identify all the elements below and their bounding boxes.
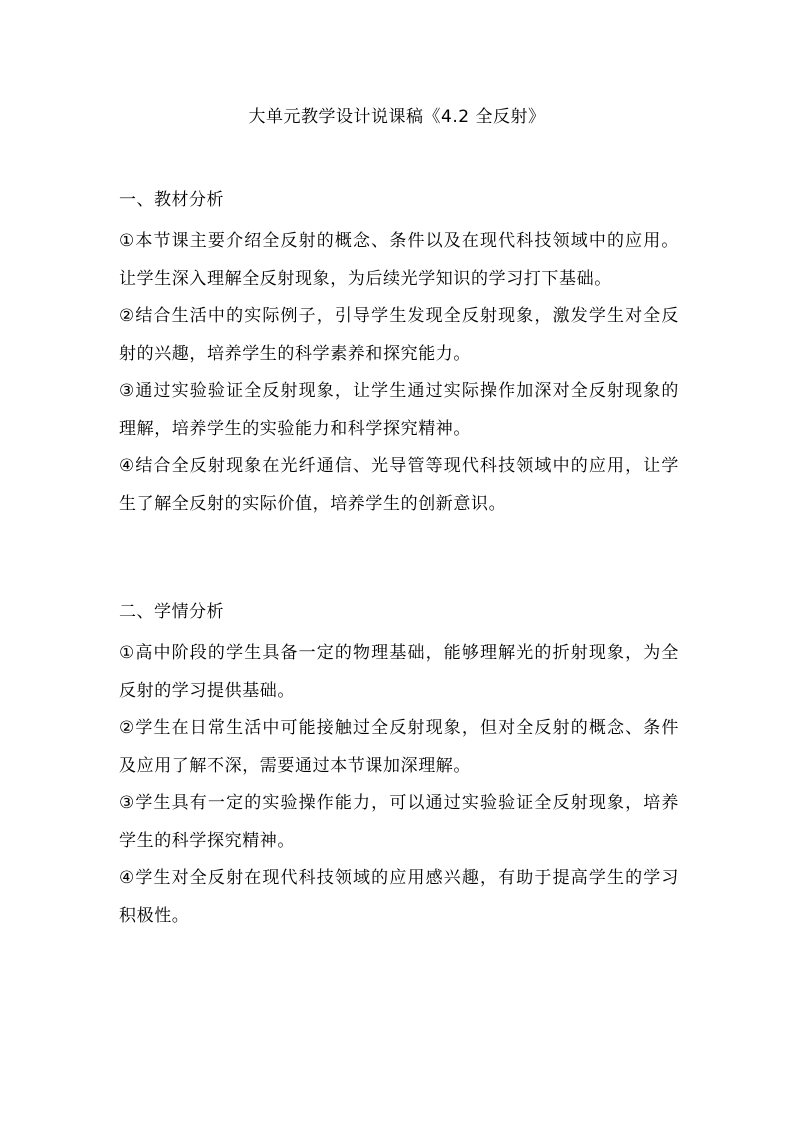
paragraph: ④学生对全反射在现代科技领域的应用感兴趣，有助于提高学生的学习积极性。 xyxy=(119,868,679,926)
section-textbook-analysis xyxy=(119,186,679,523)
section-heading: 二、学情分析 xyxy=(119,602,224,622)
paragraph: ③学生具有一定的实验操作能力，可以通过实验验证全反射现象，培养学生的科学探究精神。 xyxy=(119,793,679,851)
paragraph: ④结合全反射现象在光纤通信、光导管等现代科技领域中的应用，让学生了解全反射的实际价值，培养学生的创新意识。 xyxy=(119,456,679,514)
document-title: 大单元教学设计说课稿《4.2 全反射》 xyxy=(248,107,546,127)
section-heading: 一、教材分析 xyxy=(119,190,224,210)
paragraph: ②结合生活中的实际例子，引导学生发现全反射现象，激发学生对全反射的兴趣，培养学生的科学素养和探究能力。 xyxy=(119,306,679,364)
paragraph: ①本节课主要介绍全反射的概念、条件以及在现代科技领域中的应用。让学生深入理解全反射现象，为后续光学知识的学习打下基础。 xyxy=(119,231,679,289)
paragraph: ③通过实验验证全反射现象，让学生通过实际操作加深对全反射现象的理解，培养学生的实验能力和科学探究精神。 xyxy=(119,381,679,439)
section-student-analysis xyxy=(119,598,679,935)
paragraph: ②学生在日常生活中可能接触过全反射现象，但对全反射的概念、条件及应用了解不深，需要通过本节课加深理解。 xyxy=(119,718,679,776)
paragraph: ①高中阶段的学生具备一定的物理基础，能够理解光的折射现象，为全反射的学习提供基础。 xyxy=(119,643,679,701)
